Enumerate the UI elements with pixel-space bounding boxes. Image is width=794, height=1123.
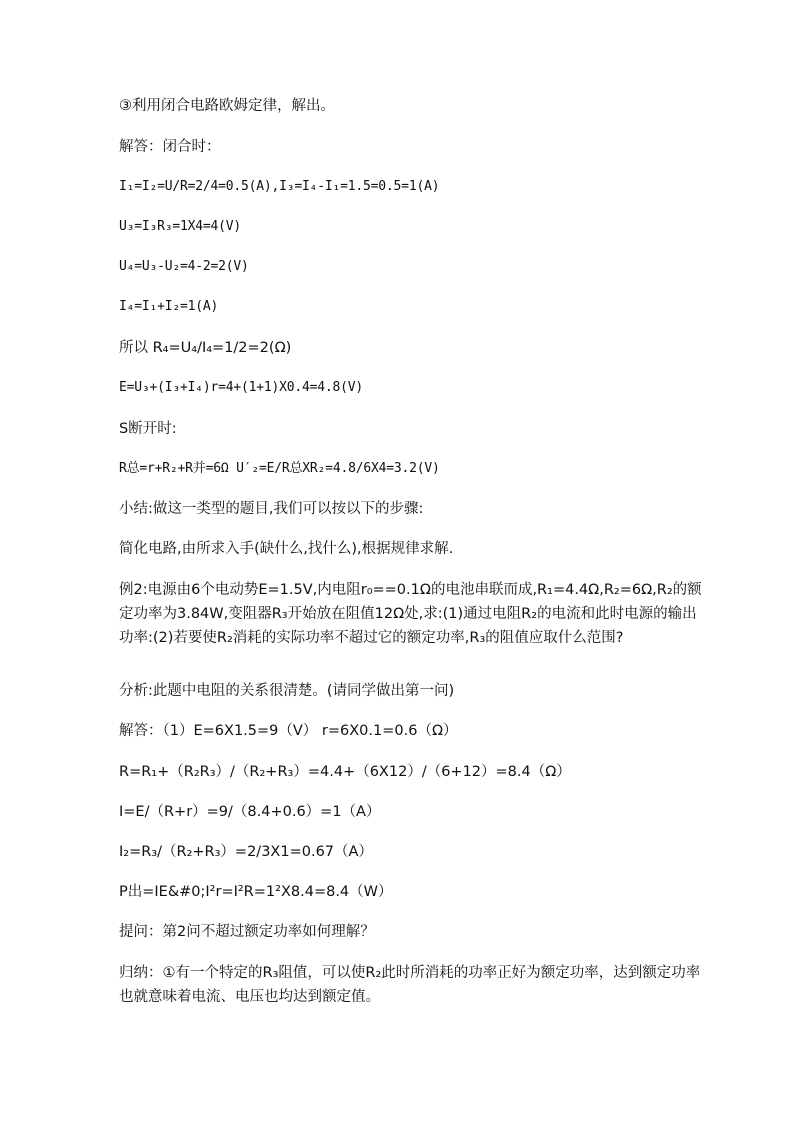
formula-line: 解答：（1）E=6X1.5=9（V） r=6X0.1=0.6（Ω）: [119, 723, 458, 739]
formula-line: I₂=R₃/（R₂+R₃）=2/3X1=0.67（A）: [119, 844, 373, 860]
formula-line: 所以 R₄=U₄/I₄=1/2=2(Ω): [119, 340, 292, 356]
text-line: 简化电路,由所求入手(缺什么,找什么),根据规律求解.: [119, 541, 454, 557]
formula-line: I₄=I₁+I₂=1(A): [119, 299, 219, 314]
formula-line: R总=r+R₂+R并=6Ω U′₂=E/R总XR₂=4.8/6X4=3.2(V): [119, 461, 440, 476]
example-paragraph: 例2:电源由6个电动势E=1.5V,内电阻r₀==0.1Ω的电池串联而成,R₁=4.4Ω,R₂=6Ω,R₂的额定功率为3.84W,变阻器R₃开始放在阻值12Ω处,求:(1)通过电阻R₂的电流和此时电源的输出功率:(2)若要使R₂消耗的实际功率不超过它的额定功率,R₃的阻值应取什么范围?: [119, 582, 702, 646]
text-line: 小结:做这一类型的题目,我们可以按以下的步骤:: [119, 501, 424, 517]
text-line: S断开时:: [119, 421, 177, 437]
formula-line: E=U₃+(I₃+I₄)r=4+(1+1)X0.4=4.8(V): [119, 380, 364, 395]
text-line: 提问：第2问不超过额定功率如何理解？: [119, 924, 375, 940]
summary-paragraph: 归纳：①有一个特定的R₃阻值，可以使R₂此时所消耗的功率正好为额定功率，达到额定功率也就意味着电流、电压也均达到额定值。: [119, 965, 701, 1005]
formula-line: U₄=U₃-U₂=4-2=2(V): [119, 259, 249, 274]
text-line: 分析:此题中电阻的关系很清楚。(请同学做出第一问): [119, 683, 455, 699]
formula-line: R=R₁+（R₂R₃）/（R₂+R₃）=4.4+（6X12）/（6+12）=8.4（Ω）: [119, 764, 571, 780]
formula-line: U₃=I₃R₃=1X4=4(V): [119, 219, 242, 234]
formula-line: P出=IE&#0;I²r=I²R=1²X8.4=8.4（W）: [119, 884, 393, 900]
formula-line: I=E/（R+r）=9/（8.4+0.6）=1（A）: [119, 804, 381, 820]
text-line: ③利用闭合电路欧姆定律，解出。: [119, 98, 335, 114]
text-line: 解答：闭合时：: [119, 139, 221, 155]
formula-line: I₁=I₂=U/R=2/4=0.5(A),I₃=I₄-I₁=1.5=0.5=1(A): [119, 179, 440, 194]
